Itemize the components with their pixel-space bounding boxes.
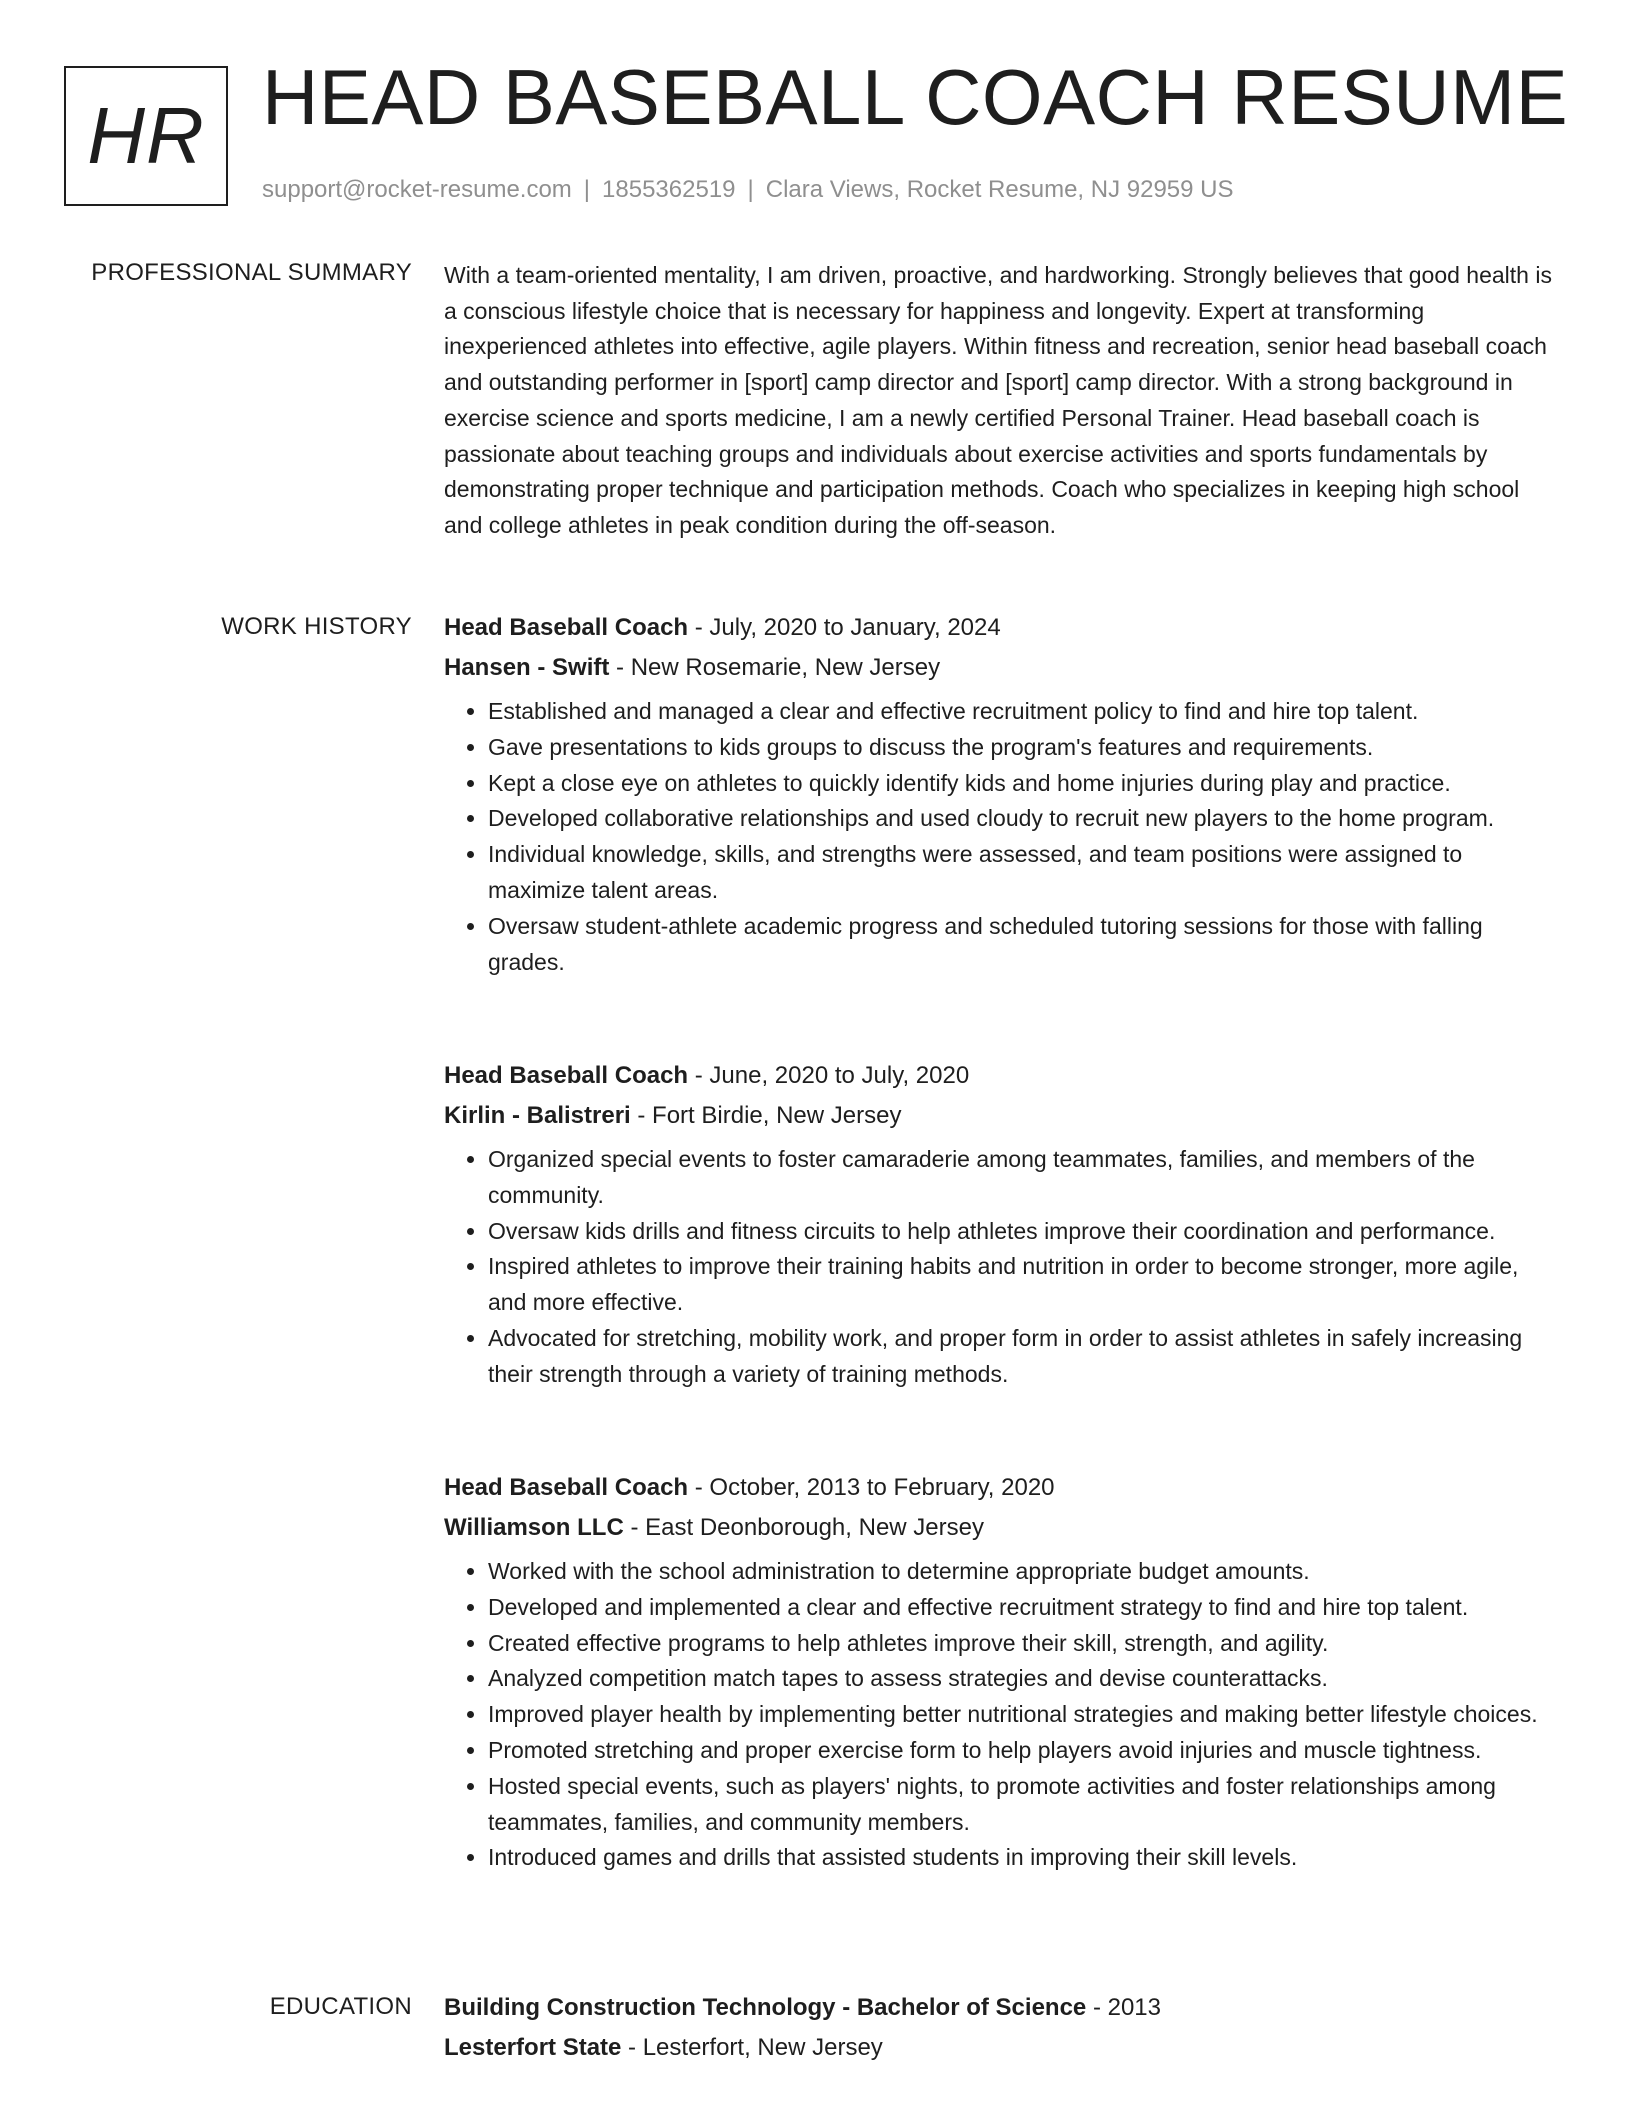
job-company: Williamson LLC [444, 1514, 624, 1541]
job-bullet: • Improved player health by implementing better nutritional strategies and making better lifestyle choices. [488, 1697, 1554, 1733]
job-company: Hansen - Swift [444, 654, 610, 681]
school-location: - Lesterfort, New Jersey [621, 2034, 883, 2061]
school-line [444, 2028, 1554, 2068]
job-bullet: • Oversaw kids drills and fitness circuits to help athletes improve their coordination and performance. [488, 1214, 1554, 1250]
education-label: EDUCATION [269, 1993, 412, 2020]
monogram-initials: HR [87, 91, 205, 180]
monogram-box [64, 66, 228, 206]
degree-year: - 2013 [1086, 1994, 1161, 2021]
job-bullet: • Introduced games and drills that assisted students in improving their skill levels. [488, 1840, 1554, 1876]
job-title: Head Baseball Coach [444, 1474, 689, 1501]
job-entry [444, 1468, 1554, 1876]
school-name: Lesterfort State [444, 2034, 622, 2061]
summary-label: PROFESSIONAL SUMMARY [91, 259, 412, 286]
job-title: Head Baseball Coach [444, 1062, 689, 1089]
job-location: - New Rosemarie, New Jersey [609, 654, 941, 681]
degree-line [444, 1988, 1554, 2028]
job-bullet: • Oversaw student-athlete academic progress and scheduled tutoring sessions for those with falling grades. [488, 909, 1554, 981]
job-dates: - July, 2020 to January, 2024 [688, 614, 1001, 641]
summary-body [444, 258, 1554, 544]
job-company-line [444, 648, 1554, 688]
job-bullet: • Individual knowledge, skills, and strengths were assessed, and team positions were assigned to maximize talent areas. [488, 837, 1554, 909]
page-title: HEAD BASEBALL COACH RESUME [262, 53, 1569, 141]
job-bullet: • Promoted stretching and proper exercise form to help players avoid injuries and muscle tightness. [488, 1733, 1554, 1769]
job-bullet: • Created effective programs to help athletes improve their skill, strength, and agility. [488, 1626, 1554, 1662]
contact-line [262, 176, 1234, 204]
job-bullet-list [444, 1554, 1554, 1876]
job-title: Head Baseball Coach [444, 614, 689, 641]
education-entry [444, 1988, 1554, 2068]
job-bullet: • Worked with the school administration to determine appropriate budget amounts. [488, 1554, 1554, 1590]
job-entry [444, 608, 1554, 980]
degree-name: Building Construction Technology - Bachelor of Science [444, 1994, 1087, 2021]
contact-phone: 1855362519 [602, 176, 736, 203]
job-bullet: • Analyzed competition match tapes to assess strategies and devise counterattacks. [488, 1661, 1554, 1697]
job-bullet: • Inspired athletes to improve their training habits and nutrition in order to become stronger, more agile, and more effective. [488, 1249, 1554, 1321]
contact-email: support@rocket-resume.com [262, 176, 572, 203]
job-title-line [444, 1468, 1554, 1508]
summary-text: With a team-oriented mentality, I am driven, proactive, and hardworking. Strongly believes that good health is a conscious lifestyle choice that is necessary for happiness and longevity. Expert at transforming inexperienced athletes into effective, agile players. Within fitness and recreation, senior head baseball coach and outstanding performer in [sport] camp director and [sport] camp director. With a strong background in exercise science and sports medicine, I am a newly certified Personal Trainer. Head baseball coach is passionate about teaching groups and individuals about exercise activities and sports fundamentals by demonstrating proper technique and participation methods. Coach who specializes in keeping high school and college athletes in peak condition during the off-season. [444, 262, 1552, 538]
job-entry [444, 1056, 1554, 1393]
job-location: - East Deonborough, New Jersey [623, 1514, 984, 1541]
job-bullet: • Developed and implemented a clear and effective recruitment strategy to find and hire top talent. [488, 1590, 1554, 1626]
job-bullet: • Developed collaborative relationships and used cloudy to recruit new players to the home program. [488, 801, 1554, 837]
job-company: Kirlin - Balistreri [444, 1102, 631, 1129]
job-bullet-list [444, 694, 1554, 980]
job-title-line [444, 608, 1554, 648]
job-bullet: • Kept a close eye on athletes to quickly identify kids and home injuries during play and practice. [488, 766, 1554, 802]
job-bullet: • Advocated for stretching, mobility work, and proper form in order to assist athletes in safely increasing their strength through a variety of training methods. [488, 1321, 1554, 1393]
job-dates: - October, 2013 to February, 2020 [688, 1474, 1055, 1501]
job-bullet: • Organized special events to foster camaraderie among teammates, families, and members of the community. [488, 1142, 1554, 1214]
job-bullet: • Established and managed a clear and effective recruitment policy to find and hire top talent. [488, 694, 1554, 730]
job-title-line [444, 1056, 1554, 1096]
contact-separator: | [747, 176, 754, 203]
job-company-line [444, 1096, 1554, 1136]
job-location: - Fort Birdie, New Jersey [630, 1102, 902, 1129]
job-bullet: • Hosted special events, such as players' nights, to promote activities and foster relationships among teammates, families, and community members. [488, 1769, 1554, 1841]
job-bullet-list [444, 1142, 1554, 1393]
job-bullet: • Gave presentations to kids groups to discuss the program's features and requirements. [488, 730, 1554, 766]
job-company-line [444, 1508, 1554, 1548]
contact-address: Clara Views, Rocket Resume, NJ 92959 US [765, 176, 1234, 203]
job-dates: - June, 2020 to July, 2020 [688, 1062, 970, 1089]
work-history-label: WORK HISTORY [221, 613, 412, 640]
contact-separator: | [583, 176, 591, 203]
